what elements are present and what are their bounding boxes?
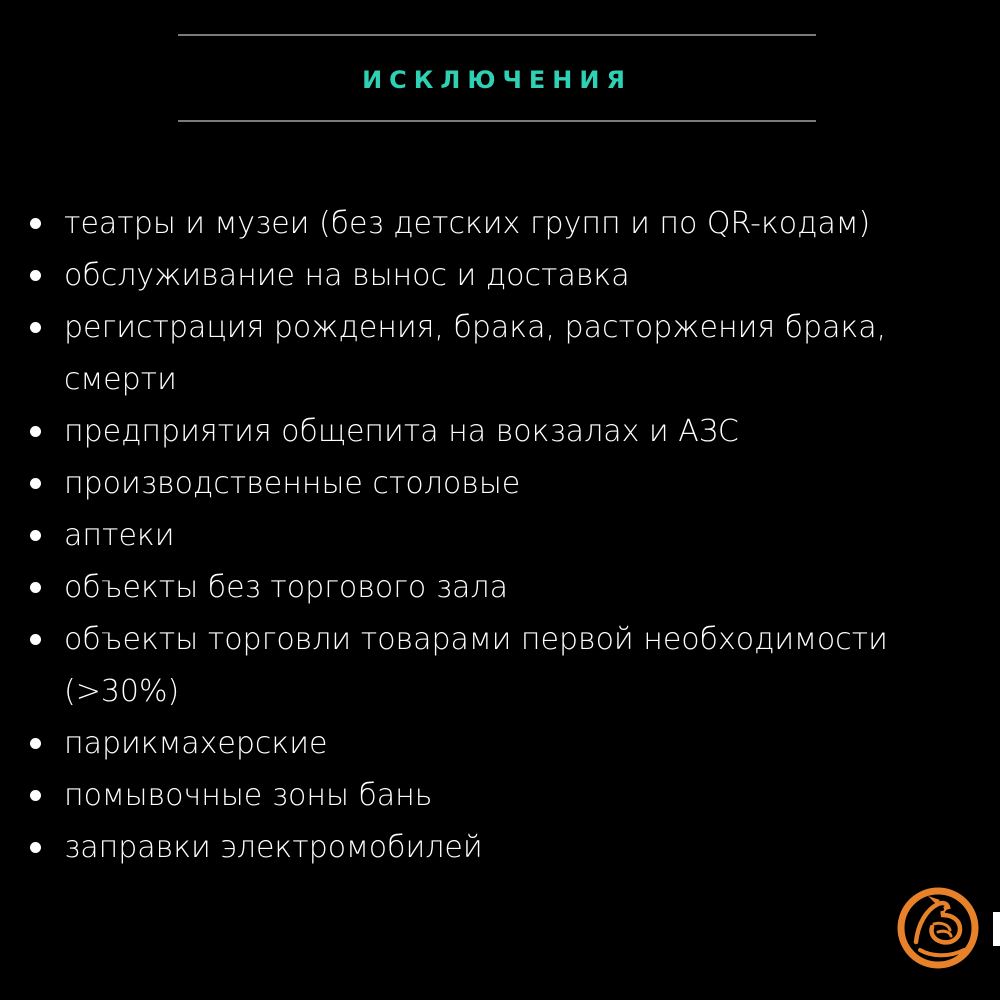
bullet-icon xyxy=(30,582,41,593)
list-item-label: аптеки xyxy=(64,518,175,553)
bullet-icon xyxy=(30,218,41,229)
exceptions-list xyxy=(28,198,996,874)
list-item-label: заправки электромобилей xyxy=(64,830,483,865)
bullet-icon xyxy=(30,270,41,281)
list-item-label: предприятия общепита на вокзалах и АЗС xyxy=(64,414,739,449)
page-title: ИСКЛЮЧЕНИЯ xyxy=(362,66,632,94)
list-item-label: объекты торговли товарами первой необходимости (>30%) xyxy=(64,622,888,709)
bullet-icon xyxy=(30,478,41,489)
list-item xyxy=(28,822,996,874)
bullet-icon xyxy=(30,738,41,749)
bird-logo-icon xyxy=(890,880,990,980)
list-item xyxy=(28,614,996,718)
list-item-label: регистрация рождения, брака, расторжения брака, смерти xyxy=(64,310,887,397)
bullet-icon xyxy=(30,634,41,645)
bullet-icon xyxy=(30,322,41,333)
bullet-icon xyxy=(30,530,41,541)
list-item xyxy=(28,198,996,250)
logo-text-edge xyxy=(993,912,1000,946)
list-item xyxy=(28,302,996,406)
list-item-label: обслуживание на вынос и доставка xyxy=(64,258,630,293)
bullet-icon xyxy=(30,790,41,801)
list-item xyxy=(28,458,996,510)
list-item xyxy=(28,510,996,562)
list-item-label: помывочные зоны бань xyxy=(64,778,433,813)
bottom-divider xyxy=(178,120,816,122)
list-item-label: парикмахерские xyxy=(64,726,328,761)
list-item-label: объекты без торгового зала xyxy=(64,570,508,605)
list-item xyxy=(28,406,996,458)
bullet-icon xyxy=(30,426,41,437)
bullet-icon xyxy=(30,842,41,853)
list-item-label: производственные столовые xyxy=(64,466,521,501)
list-item xyxy=(28,770,996,822)
list-item xyxy=(28,250,996,302)
list-item xyxy=(28,718,996,770)
list-item-label: театры и музеи (без детских групп и по QR-кодам) xyxy=(64,206,871,241)
top-divider xyxy=(178,34,816,36)
list-item xyxy=(28,562,996,614)
